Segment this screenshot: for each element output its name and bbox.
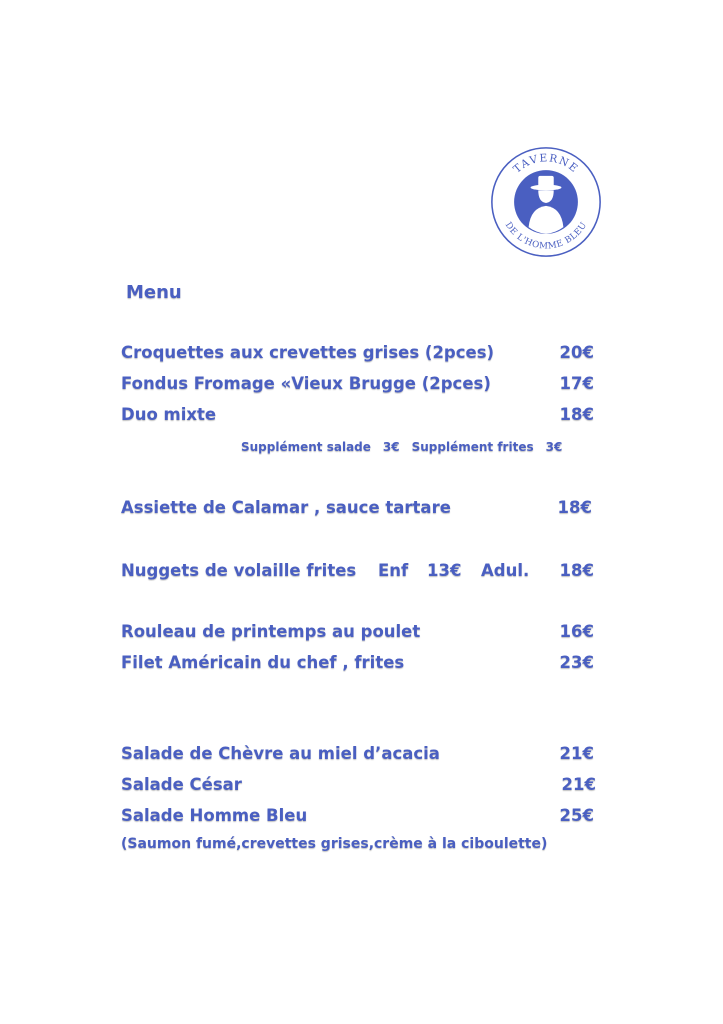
menu-item [121, 775, 596, 799]
logo-bottom-text: DE L'HOMME BLEU [502, 220, 590, 252]
menu-item-price: 18€ [559, 405, 594, 424]
menu-item-name: Salade Homme Bleu [121, 806, 308, 825]
menu-item-name: Assiette de Calamar , sauce tartare [121, 498, 451, 517]
salad-note: (Saumon fumé,crevettes grises,crème à la ciboulette) [121, 836, 548, 852]
menu-item-nuggets [121, 561, 594, 585]
menu-item [121, 498, 592, 522]
menu-item-name: Croquettes aux crevettes grises (2pces) [121, 343, 495, 362]
menu-item-price: 18€ [557, 498, 592, 517]
menu-item-name: Salade de Chèvre au miel d’acacia [121, 744, 440, 763]
supplement-frites-label: Supplément frites [411, 440, 534, 454]
nuggets-enf-label: Enf [378, 561, 409, 580]
menu-item [121, 744, 594, 768]
menu-item-name: Fondus Fromage «Vieux Brugge (2pces) [121, 374, 491, 393]
supplement-salade-label: Supplément salade [241, 440, 371, 454]
menu-item [121, 653, 594, 677]
nuggets-enf-price: 13€ [427, 561, 462, 580]
logo-top-text: TAVERNE [510, 151, 582, 176]
logo [488, 144, 604, 260]
menu-item [121, 806, 594, 830]
menu-item [121, 374, 594, 398]
menu-item [121, 405, 594, 429]
menu-item [121, 343, 594, 367]
supplement-frites-price: 3€ [545, 440, 563, 454]
menu-item-price: 16€ [559, 622, 594, 641]
menu-item-price: 20€ [559, 343, 594, 362]
menu-item-price: 23€ [559, 653, 594, 672]
supplements-line [241, 440, 562, 454]
menu-item-price: 21€ [559, 744, 594, 763]
menu-item-name: Nuggets de volaille frites [121, 561, 357, 580]
nuggets-adul-price: 18€ [559, 561, 594, 580]
menu-item-name: Filet Américain du chef , frites [121, 653, 405, 672]
menu-item-name: Salade César [121, 775, 242, 794]
man-with-hat-icon [488, 144, 604, 260]
menu-item-price: 21€ [561, 775, 596, 794]
menu-item-name: Duo mixte [121, 405, 217, 424]
nuggets-adul-label: Adul. [481, 561, 530, 580]
menu-item-price: 25€ [559, 806, 594, 825]
menu-item-price: 17€ [559, 374, 594, 393]
supplement-salade-price: 3€ [382, 440, 400, 454]
menu-item [121, 622, 594, 646]
menu-item-name: Rouleau de printemps au poulet [121, 622, 421, 641]
menu-title: Menu [126, 282, 182, 303]
